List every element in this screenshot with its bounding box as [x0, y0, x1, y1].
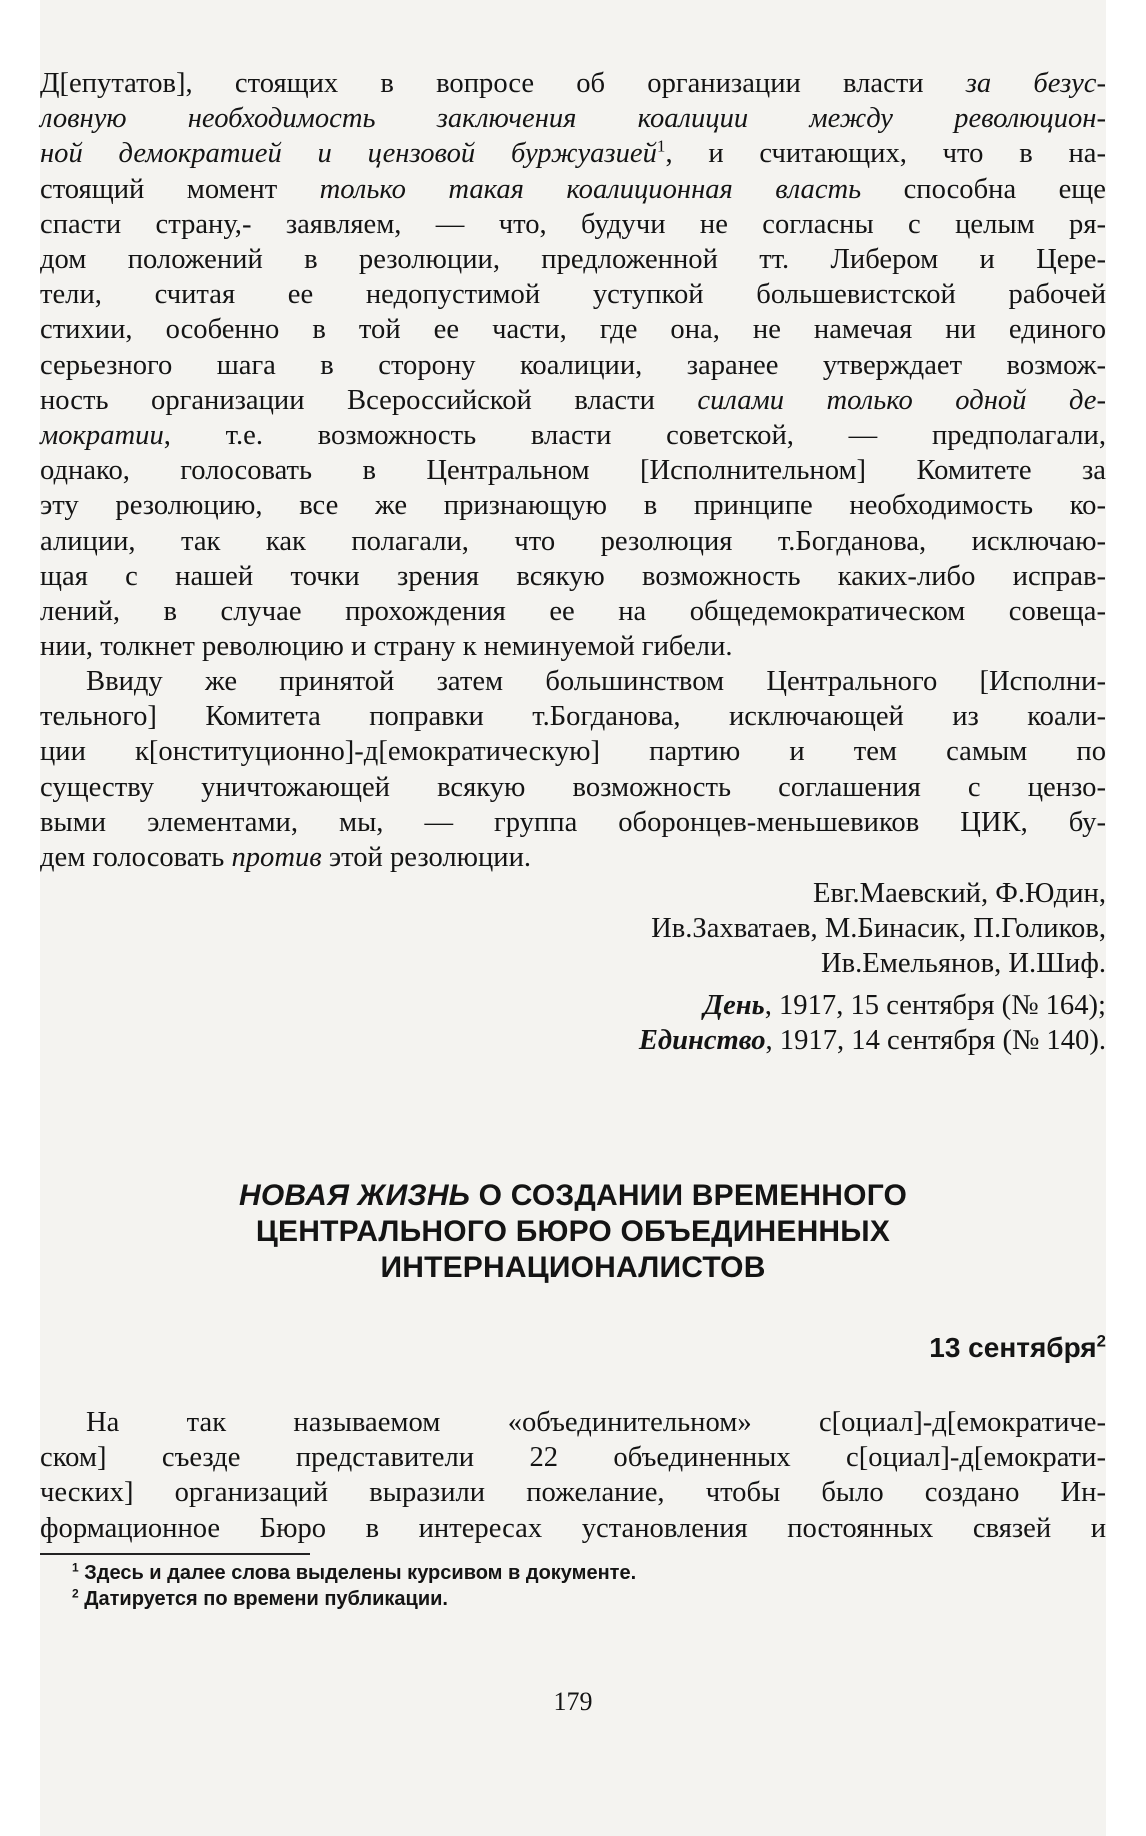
text-line: стихии, особенно в той ее части, где она, не намечая ни единого [40, 314, 1106, 346]
text-line [40, 101, 1106, 136]
text-line: ческих] организаций выразили пожелание, чтобы было создано Ин- [40, 1477, 1106, 1509]
footnote-text: Датируется по времени публикации. [78, 1588, 448, 1610]
text-span: ность организации Всероссийской власти [40, 384, 698, 416]
signatures [40, 876, 1106, 982]
footnote-mark: 1 [72, 1560, 79, 1575]
text-line: тели, считая ее недопустимой уступкой большевистской рабочей [40, 279, 1106, 311]
signature-line: Евг.Маевский, Ф.Юдин, [813, 878, 1106, 909]
heading-line-1 [40, 1178, 1106, 1214]
footnote-2 [72, 1586, 1072, 1612]
text-line [40, 418, 1106, 453]
text-line [40, 172, 1106, 207]
signature-line: Ив.Емельянов, И.Шиф. [820, 948, 1106, 980]
dateline-text: 13 сентября [929, 1332, 1097, 1363]
text-span: , т.е. возможность власти советской, — предполагали, [163, 420, 1106, 452]
paragraph-3 [40, 1405, 1106, 1546]
dateline [40, 1331, 1106, 1365]
newspaper-name: Единство [638, 1025, 766, 1057]
text-line: серьезного шага в сторону коалиции, заранее утверждает возмож- [40, 349, 1106, 381]
text-span: Д[епутатов], стоящих в вопросе об организации власти [40, 68, 966, 99]
text-line: ском] съезде представители 22 объединенных с[оциал]-д[емократи- [40, 1442, 1106, 1474]
footnote-ref-1: 1 [656, 136, 666, 156]
text-line [40, 840, 1106, 875]
text-line: выми элементами, мы, — группа оборонцев-меньшевиков ЦИК, бу- [40, 806, 1106, 838]
footnote-mark: 2 [72, 1586, 79, 1601]
heading-text: О СОЗДАНИИ ВРЕМЕННОГО [470, 1179, 908, 1212]
page-number: 179 [553, 1687, 593, 1716]
text-line [40, 383, 1106, 418]
source-details: , 1917, 14 сентября (№ 140). [765, 1025, 1106, 1057]
signature-line: Ив.Захватаев, М.Бинасик, П.Голиков, [651, 913, 1106, 945]
section-heading [40, 1178, 1106, 1286]
heading-line-3: ИНТЕРНАЦИОНАЛИСТОВ [380, 1251, 766, 1284]
italic-span: ной демократией и цензовой буржуазией [40, 138, 657, 170]
text-span: , и считающих, что в на- [665, 138, 1106, 170]
text-span: дем голосовать [40, 842, 232, 874]
italic-span: ловную необходимость заключения коалиции между революцион- [40, 103, 1106, 135]
text-line: алиции, так как полагали, что резолюция т.Богданова, исключаю- [40, 525, 1106, 557]
newspaper-name: День [703, 990, 765, 1021]
italic-span: мократии [40, 420, 164, 452]
text-line: Ввиду же принятой затем большинством Центрального [Исполни- [86, 666, 1106, 697]
source-line [40, 1023, 1106, 1058]
source-details: , 1917, 15 сентября (№ 164); [764, 990, 1106, 1021]
text-line: нии, толкнет революцию и страну к неминуемой гибели. [40, 631, 733, 663]
text-line: дом положений в резолюции, предложенной тт. Либером и Цере- [40, 244, 1106, 276]
heading-italic: НОВАЯ ЖИЗНЬ [238, 1179, 471, 1212]
italic-span: за безус- [965, 68, 1106, 99]
text-line: На так называемом «объединительном» с[оциал]-д[емократиче- [86, 1407, 1106, 1438]
text-span: стоящий момент [40, 173, 320, 205]
heading-line-2: ЦЕНТРАЛЬНОГО БЮРО ОБЪЕДИНЕННЫХ [255, 1215, 891, 1248]
text-line: однако, голосовать в Центральном [Исполнительном] Комитете за [40, 455, 1106, 487]
text-line: ции к[онституционно]-д[емократическую] партию и тем самым по [40, 736, 1106, 768]
text-span: этой резолюции. [321, 842, 532, 874]
sources [40, 988, 1106, 1058]
footnote-divider [40, 1553, 310, 1555]
text-line: эту резолюцию, все же признающую в принципе необходимость ко- [40, 490, 1106, 522]
text-line: лений, в случае прохождения ее на общедемократическом совеща- [40, 596, 1106, 628]
text-line: формационное Бюро в интересах установления постоянных связей и [40, 1512, 1106, 1544]
book-page [40, 0, 1106, 1836]
text-line [40, 136, 1106, 171]
footnote-text: Здесь и далее слова выделены курсивом в документе. [78, 1562, 637, 1584]
text-line: существу уничтожающей всякую возможность соглашения с цензо- [40, 771, 1106, 803]
italic-span: силами только одной де- [697, 384, 1106, 416]
text-line: тельного] Комитета поправки т.Богданова, исключающей из коали- [40, 701, 1106, 733]
footnote-1 [72, 1560, 1072, 1586]
paragraph-1 [40, 66, 1106, 664]
italic-span: против [231, 842, 322, 874]
text-line [40, 66, 1106, 101]
italic-span: только такая коалиционная власть [319, 173, 862, 205]
footnote-ref-2: 2 [1096, 1331, 1106, 1351]
footnotes [72, 1560, 1072, 1612]
source-line [40, 988, 1106, 1023]
paragraph-2 [40, 664, 1106, 875]
text-span: способна еще [861, 173, 1106, 205]
text-line: щая с нашей точки зрения всякую возможность каких-либо исправ- [40, 560, 1106, 592]
text-line: спасти страну,- заявляем, — что, будучи не согласны с целым ря- [40, 208, 1106, 240]
